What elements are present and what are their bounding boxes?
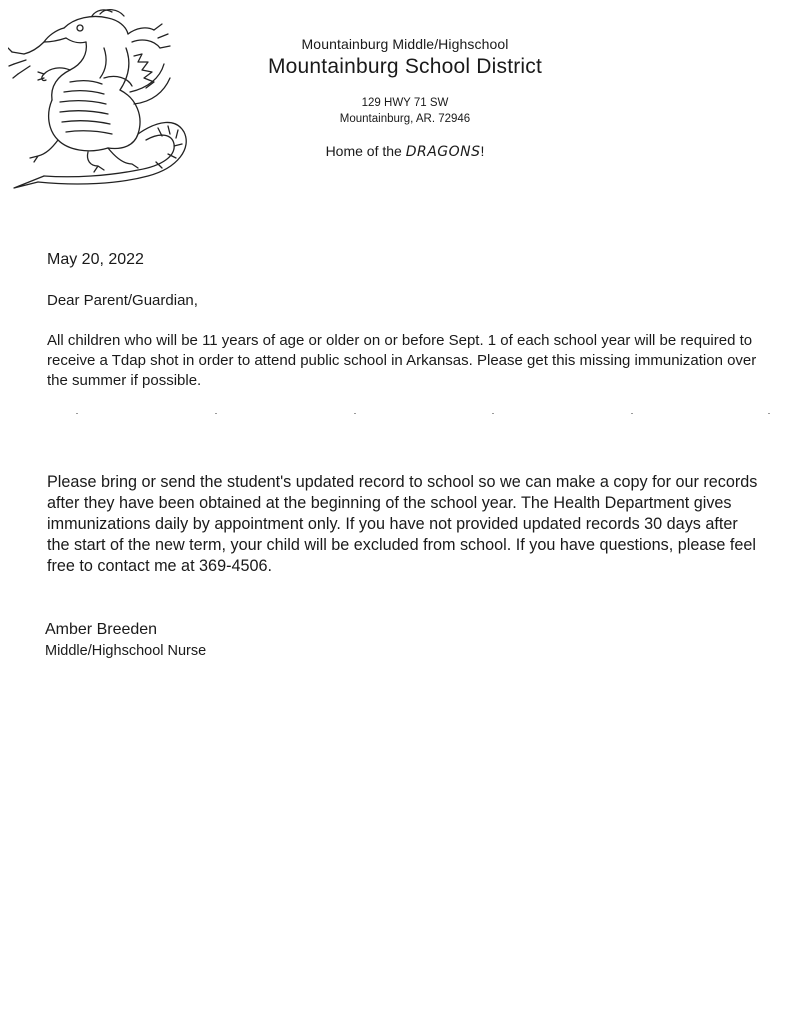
district-name: Mountainburg School District <box>267 55 543 78</box>
address-line-2: Mountainburg, AR. 72946 <box>339 113 471 125</box>
motto-dragons: DRAGONS <box>405 144 481 160</box>
scan-speck <box>215 413 217 414</box>
signature-name: Amber Breeden <box>45 621 158 638</box>
scan-speck <box>76 413 78 414</box>
signature-title: Middle/Highschool Nurse <box>45 643 207 659</box>
school-name: Mountainburg Middle/Highschool <box>301 36 509 52</box>
address-line-1: 129 HWY 71 SW <box>361 97 449 109</box>
motto <box>200 143 610 160</box>
letterhead <box>200 36 610 160</box>
salutation: Dear Parent/Guardian, <box>47 292 198 309</box>
letter-date: May 20, 2022 <box>47 251 144 268</box>
paragraph-tdap-requirement: All children who will be 11 years of age or older on or before Sept. 1 of each school year will be required to receive a Tdap shot in order to attend public school in Arkansas. Please get this missing immunization over the summer if possible. <box>47 332 757 389</box>
scan-speck <box>768 413 770 414</box>
dragon-logo-icon <box>8 8 198 190</box>
scan-speck <box>492 413 494 414</box>
address-block <box>200 95 610 127</box>
paragraph-records-request: Please bring or send the student's updated record to school so we can make a copy for our records after they have been obtained at the beginning of the school year. The Health Department gives immunizations daily by appointment only. If you have not provided updated records 30 days after the start of the new term, your child will be excluded from school. If you have questions, please feel free to contact me at 369-4506. <box>47 473 758 575</box>
motto-prefix: Home of the <box>325 143 406 159</box>
motto-suffix: ! <box>480 143 485 159</box>
scan-speck <box>631 413 633 414</box>
scan-speck <box>354 413 356 414</box>
